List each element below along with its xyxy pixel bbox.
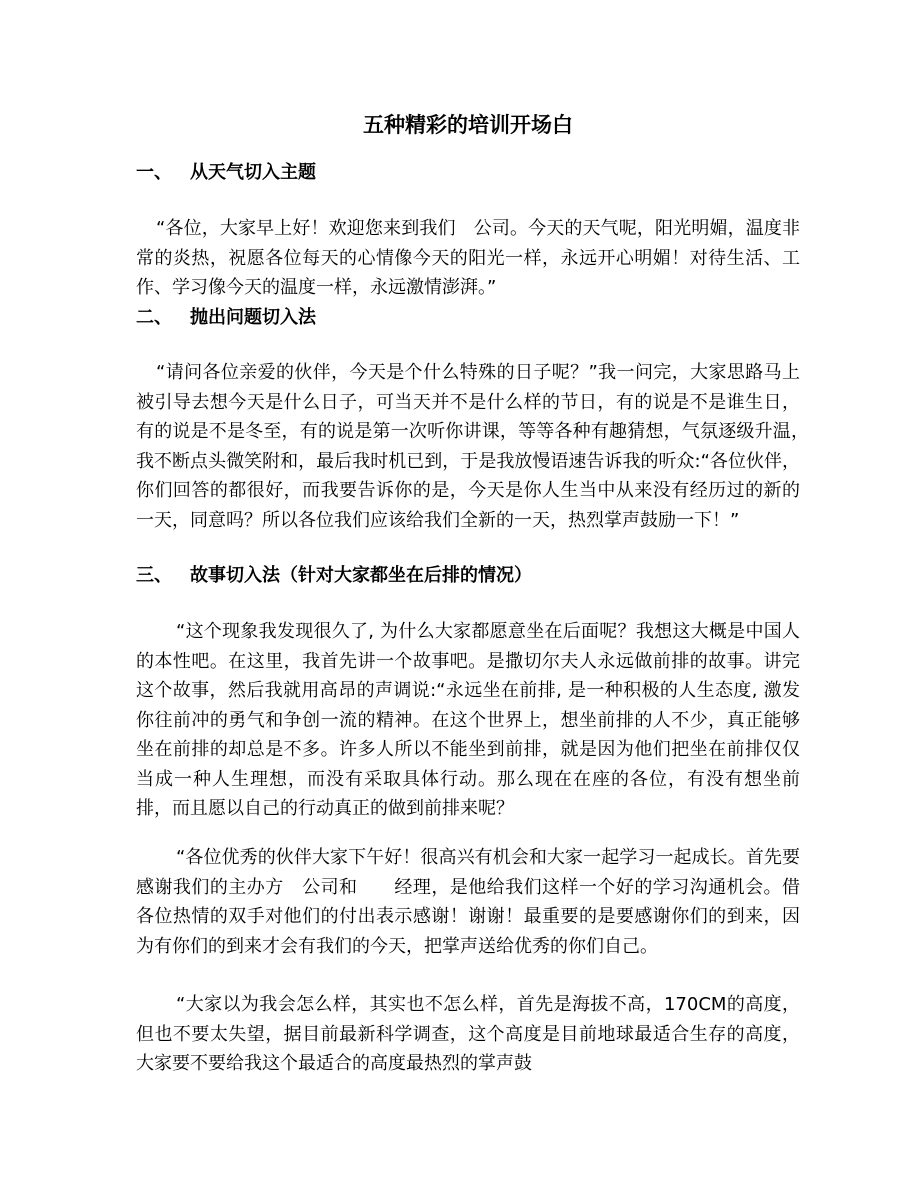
section-heading-2 [136,305,316,331]
section-number-2: 二、 [136,307,172,328]
section-title-1: 从天气切入主题 [190,162,316,183]
section-number-3: 三、 [136,565,172,586]
section-3-paragraph-2: “各位优秀的伙伴大家下午好！很高兴有机会和大家一起学习一起成长。首先要感谢我们的主办方 公司和 经理，是他给我们这样一个好的学习沟通机会。借各位热情的双手对他们的付出表示感谢！谢谢！最重要的是要感谢你们的到来，因为有你们的到来才会有我们的今天，把掌声送给优秀的你们自己。 [136,847,800,957]
section-3-paragraph-3: “大家以为我会怎么样，其实也不怎么样，首先是海拔不高，170CM的高度，但也不要太失望，据目前最新科学调查，这个高度是目前地球最适合生存的高度，大家要不要给我这个最适合的高度最热烈的掌声鼓 [136,994,800,1074]
section-number-1: 一、 [136,162,172,183]
section-2-paragraph-1: “请问各位亲爱的伙伴，今天是个什么特殊的日子呢？”我一问完，大家思路马上被引导去想今天是什么日子，可当天并不是什么样的节日，有的说是不是谁生日，有的说是不是冬至，有的说是第一次听你讲课，等等各种有趣猜想，气氛逐级升温， 我不断点头微笑附和，最后我时机已到，于是我放慢语速告诉我的听众:“各位伙伴，你们回答的都很好，而我要告诉你的是，今天是你人生当中从来没有经历过的新的一天，同意吗？所以各位我们应该给我们全新的一天，热烈掌声鼓励一下！” [136,362,818,531]
section-title-2: 抛出问题切入法 [190,307,316,328]
section-heading-3 [136,563,532,589]
section-1-paragraph-1: “各位，大家早上好！欢迎您来到我们 公司。今天的天气呢，阳光明媚，温度非常的炎热，祝愿各位每天的心情像今天的阳光一样，永远开心明媚！对待生活、工作、学习像今天的温度一样，永远激情澎湃。” [136,218,800,298]
section-3-paragraph-1: “这个现象我发现很久了, 为什么大家都愿意坐在后面呢？我想这大概是中国人的本性吧。在这里，我首先讲一个故事吧。是撒切尔夫人永远做前排的故事。讲完这个故事，然后我就用高昂的声调说:“永远坐在前排, 是一种积极的人生态度, 激发你往前冲的勇气和争创一流的精神。在这个世界上，想坐前排的人不少，真正能够坐在前排的却总是不多。许多人所以不能坐到前排，就是因为他们把坐在前排仅仅当成一种人生理想，而没有采取具体行动。那么现在在座的各位，有没有想坐前排，而且愿以自己的行动真正的做到前排来呢？ [136,621,800,819]
document-title: 五种精彩的培训开场白 [363,113,573,137]
section-heading-1 [136,160,316,186]
section-title-3: 故事切入法（针对大家都坐在后排的情况） [190,565,532,586]
